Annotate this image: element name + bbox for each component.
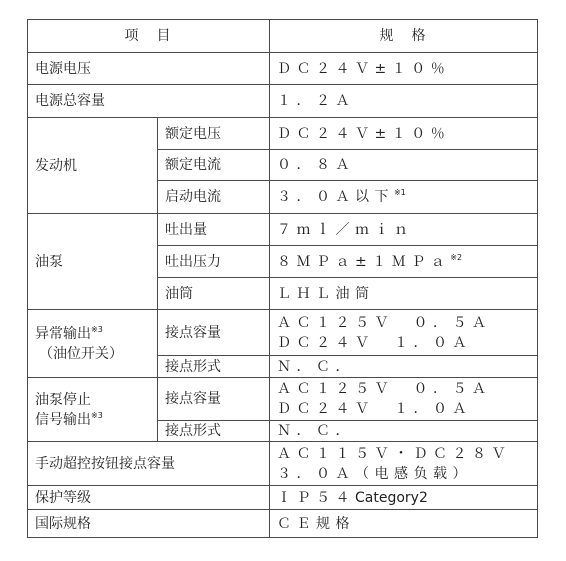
table-row	[28, 486, 538, 510]
capacity-value: １．２Ａ	[270, 85, 538, 118]
contact-capacity-line-1: ＡＣ１２５Ｖ ０．５Ａ	[277, 314, 492, 331]
abnormal-output-title	[35, 324, 157, 344]
discharge-pressure-label: 吐出压力	[158, 246, 270, 278]
abnormal-output-title-text: 异常输出	[35, 325, 91, 342]
standard-label: 国际规格	[28, 510, 270, 538]
abnormal-output-subtitle: （油位开关）	[39, 345, 123, 362]
table-row	[28, 118, 538, 150]
manual-override-line-2: ３．０Ａ（电感负载）	[277, 465, 472, 482]
contact-capacity-value	[270, 378, 538, 421]
voltage-value: ＤＣ２４Ｖ±１０％	[270, 53, 538, 85]
table-header-row	[28, 20, 538, 53]
table-row	[28, 442, 538, 486]
specification-table	[27, 19, 538, 538]
footnote-mark: ※3	[91, 410, 103, 420]
pump-label: 油泵	[28, 214, 158, 310]
contact-capacity-line-1: ＡＣ１２５Ｖ ０．５Ａ	[277, 381, 492, 397]
contact-capacity-line-2: ＤＣ２４Ｖ １．０Ａ	[277, 334, 472, 351]
abnormal-output-label	[28, 310, 158, 378]
discharge-pressure-cell	[270, 246, 538, 278]
start-current-cell	[270, 181, 538, 214]
rated-current-value: ０．８Ａ	[270, 150, 538, 181]
contact-form-value: Ｎ．Ｃ．	[270, 356, 538, 378]
footnote-mark: ※3	[91, 324, 103, 334]
pump-stop-output-label	[28, 378, 158, 442]
footnote-mark: ※2	[450, 252, 463, 262]
discharge-volume-label: 吐出量	[158, 214, 270, 246]
protection-label: 保护等级	[28, 486, 270, 510]
table-row	[28, 510, 538, 538]
rated-voltage-value: ＤＣ２４Ｖ±１０％	[270, 118, 538, 150]
contact-capacity-label: 接点容量	[158, 310, 270, 356]
voltage-label: 电源电压	[28, 53, 270, 85]
cylinder-label: 油筒	[158, 278, 270, 310]
manual-override-value	[270, 442, 538, 486]
contact-capacity-label: 接点容量	[158, 378, 270, 421]
discharge-volume-value: ７ｍｌ／ｍｉｎ	[270, 214, 538, 246]
contact-capacity-value	[270, 310, 538, 356]
cylinder-value: ＬＨＬ油筒	[270, 278, 538, 310]
standard-value: ＣＥ规格	[270, 510, 538, 538]
start-current-value: ３．０Ａ以下	[277, 189, 394, 205]
table-row	[28, 85, 538, 118]
contact-form-value: Ｎ．Ｃ．	[270, 421, 538, 442]
protection-code: ＩＰ５４	[277, 489, 355, 506]
pump-stop-title-line-2	[35, 410, 157, 430]
rated-current-label: 额定电流	[158, 150, 270, 181]
header-item: 项 目	[28, 20, 270, 53]
pump-stop-title-line-2-text: 信号输出	[35, 411, 91, 428]
manual-override-line-1: ＡＣ１１５Ｖ・ＤＣ２８Ｖ	[277, 445, 511, 462]
start-current-label: 启动电流	[158, 181, 270, 214]
pump-stop-title-line-1: 油泵停止	[35, 391, 91, 408]
table-row	[28, 214, 538, 246]
contact-capacity-line-2: ＤＣ２４Ｖ １．０Ａ	[277, 401, 472, 417]
contact-form-label: 接点形式	[158, 356, 270, 378]
header-spec: 规 格	[270, 20, 538, 53]
discharge-pressure-value: ８ＭＰａ±１ＭＰａ	[277, 253, 451, 270]
capacity-label: 电源总容量	[28, 85, 270, 118]
table-row	[28, 310, 538, 356]
table-row	[28, 378, 538, 421]
protection-category: Category2	[355, 489, 428, 506]
contact-form-label: 接点形式	[158, 421, 270, 442]
manual-override-label: 手动超控按钮接点容量	[28, 442, 270, 486]
footnote-mark: ※1	[394, 188, 406, 197]
motor-label: 发动机	[28, 118, 158, 214]
rated-voltage-label: 额定电压	[158, 118, 270, 150]
table-row	[28, 53, 538, 85]
protection-value	[270, 486, 538, 510]
